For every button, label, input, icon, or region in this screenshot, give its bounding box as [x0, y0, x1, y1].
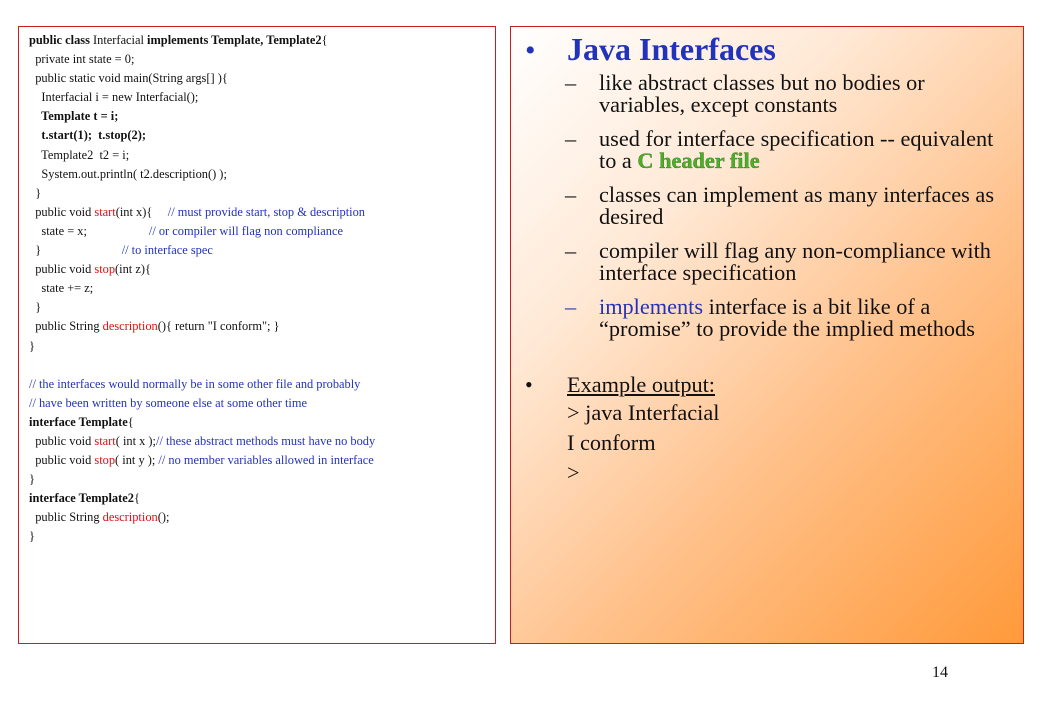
code-token: description — [102, 510, 158, 525]
list-item: – like abstract classes but no bodies or variables, except constants — [565, 70, 925, 117]
code-token: Interfacial — [93, 33, 148, 47]
code-token: Template t = i; — [29, 109, 119, 124]
code-token: private int state = 0; — [29, 52, 135, 67]
code-token: // no member variables allowed in interface — [158, 453, 374, 468]
code-token: public String — [29, 510, 103, 525]
code-token: (int x){ — [115, 204, 168, 219]
code-line — [29, 126, 495, 145]
code-token: public void — [29, 262, 95, 277]
example-label: Example output: — [567, 372, 715, 397]
bullet-list — [525, 72, 1007, 340]
code-line — [29, 165, 495, 184]
highlight-text: C header file — [637, 148, 760, 173]
output-line: > — [567, 460, 580, 485]
bullet-icon: • — [525, 372, 533, 397]
code-line — [29, 298, 495, 317]
code-token: state += z; — [29, 281, 94, 296]
code-token: start — [94, 433, 116, 448]
code-line — [29, 50, 495, 69]
code-token: description — [102, 319, 158, 334]
code-line — [29, 184, 495, 203]
slide-content — [510, 26, 1024, 644]
bullet-icon: • — [525, 34, 536, 67]
code-line — [29, 69, 495, 88]
code-line — [29, 413, 495, 432]
code-token: t.start(1); t.stop(2); — [29, 128, 146, 143]
code-token: // to interface spec — [121, 243, 213, 258]
code-token: } — [29, 243, 122, 258]
code-token: { — [321, 33, 328, 47]
list-item: – implements interface is a bit like of a “promise” to provide the implied methods — [565, 294, 975, 341]
code-token: interface Template — [29, 414, 128, 429]
code-line — [29, 107, 495, 126]
code-token: // these abstract methods must have no body — [156, 433, 376, 448]
code-token: public void — [29, 204, 95, 219]
code-line — [29, 146, 495, 165]
code-token: public void — [29, 453, 95, 468]
list-item: – used for interface specification -- equivalent to a C header file — [565, 126, 994, 173]
code-token: } — [29, 529, 35, 544]
code-token: stop — [94, 262, 116, 277]
code-token: // have been written by someone else at some other time — [29, 395, 308, 410]
code-token: (int z){ — [115, 262, 151, 277]
code-line — [29, 394, 495, 413]
code-line — [29, 203, 495, 222]
code-token: public void — [29, 433, 95, 448]
code-token: start — [94, 204, 116, 219]
code-line — [29, 241, 495, 260]
code-token: public String — [29, 319, 103, 334]
code-token: public static void main(String args[] ){ — [29, 71, 228, 86]
code-token: stop — [94, 453, 116, 468]
code-token: ( int x ); — [115, 433, 156, 448]
example-row — [525, 372, 1007, 398]
code-token: } — [29, 300, 42, 315]
code-line — [29, 508, 495, 527]
code-token: } — [29, 472, 35, 487]
code-token: public class — [29, 33, 94, 47]
code-token: // the interfaces would normally be in some other file and probably — [29, 376, 361, 391]
code-line — [29, 489, 495, 508]
list-item: – classes can implement as many interfaces as desired — [565, 182, 994, 229]
code-line — [29, 88, 495, 107]
output-line: I conform — [567, 430, 656, 455]
code-token: state = x; — [29, 223, 149, 238]
code-token: (); — [157, 510, 170, 525]
code-line — [29, 356, 495, 375]
code-token: (){ return "I conform"; } — [157, 319, 280, 334]
code-token: { — [127, 414, 134, 429]
code-token — [29, 358, 32, 372]
code-token: // or compiler will flag non compliance — [148, 223, 343, 238]
code-token: interface Template2 — [29, 491, 134, 506]
code-token: } — [29, 338, 35, 353]
code-line — [29, 317, 495, 336]
title-row — [525, 31, 1007, 68]
code-line — [29, 470, 495, 489]
code-token: Template2 t2 = i; — [29, 147, 130, 162]
code-line — [29, 527, 495, 546]
keyword-text: implements — [599, 294, 704, 319]
code-token: Interfacial i = new Interfacial(); — [29, 90, 199, 105]
code-token: } — [29, 185, 42, 200]
code-token: // must provide start, stop & description — [167, 204, 365, 219]
code-panel — [18, 26, 496, 644]
list-item: – compiler will flag any non-compliance with interface specification — [565, 238, 991, 285]
code-line — [29, 337, 495, 356]
output-line: > java Interfacial — [567, 400, 720, 425]
code-token: ( int y ); — [115, 453, 159, 468]
code-line — [29, 451, 495, 470]
code-token: System.out.println( t2.description() ); — [29, 166, 227, 181]
code-line — [29, 279, 495, 298]
code-line — [29, 260, 495, 279]
code-token: implements Template, Template2 — [147, 33, 322, 47]
code-token: { — [133, 491, 140, 506]
slide-title: Java Interfaces — [567, 31, 776, 67]
code-line — [29, 375, 495, 394]
page-number: 14 — [932, 664, 948, 681]
code-line — [29, 31, 495, 50]
code-line — [29, 432, 495, 451]
code-line — [29, 222, 495, 241]
